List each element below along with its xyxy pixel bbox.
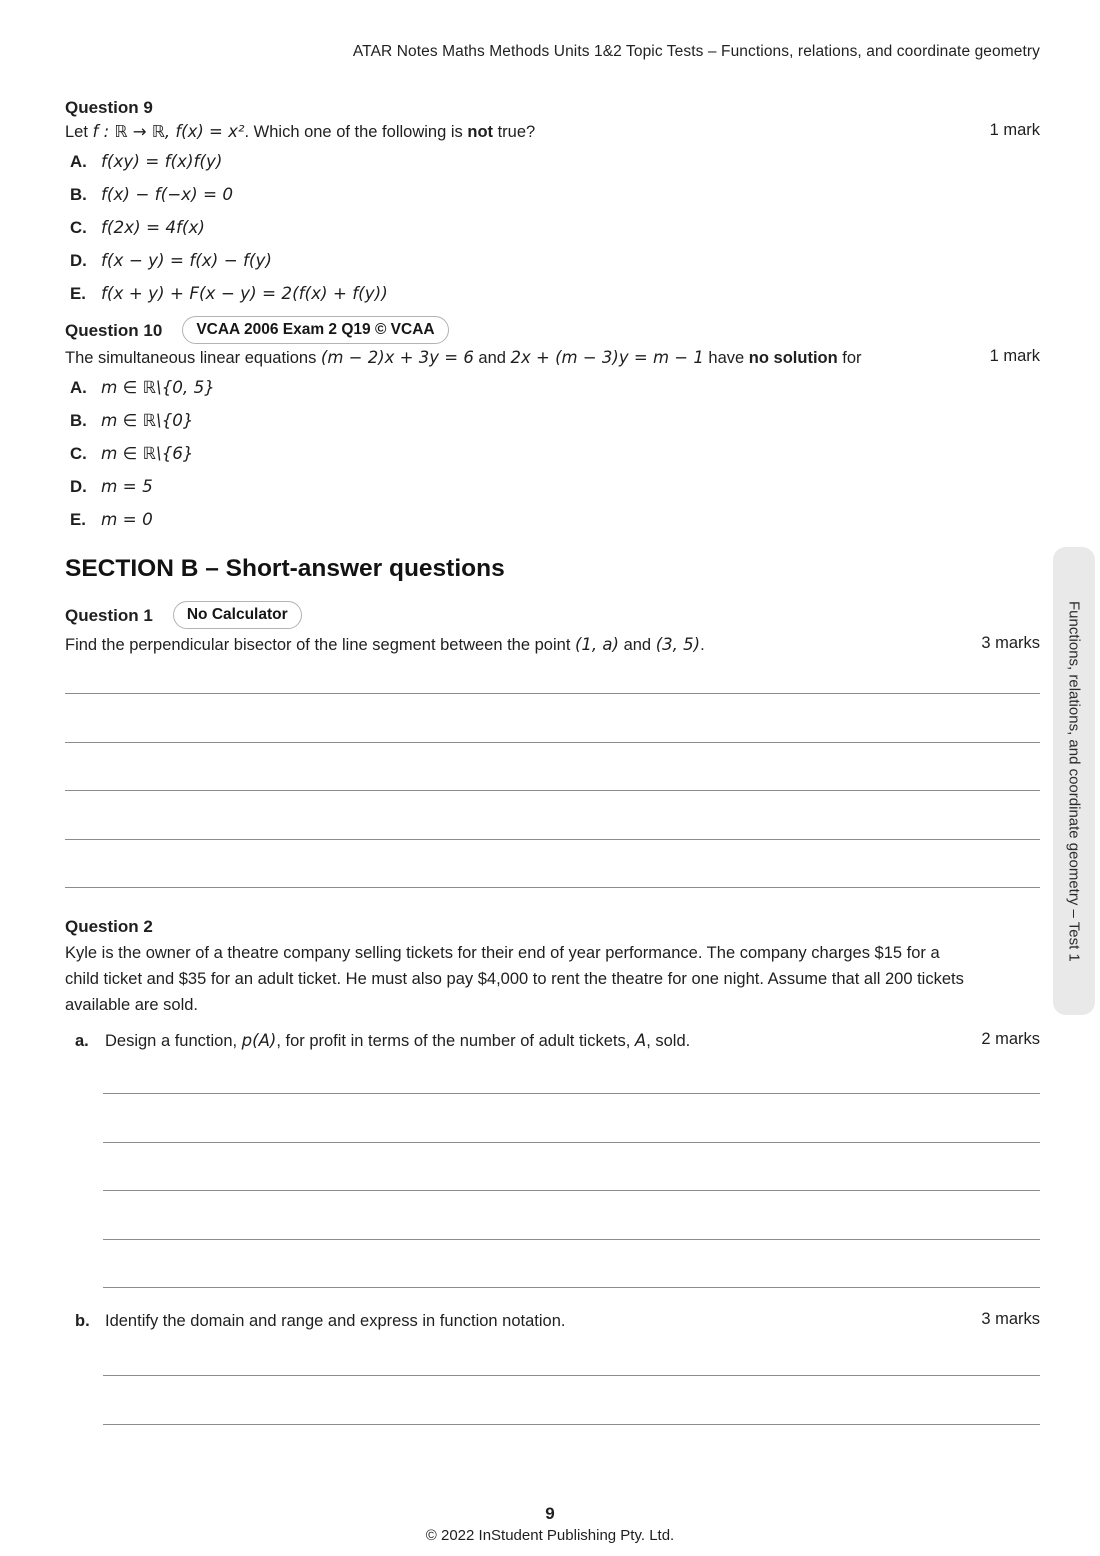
page-number: 9 (545, 1504, 555, 1523)
option-letter: C. (70, 218, 87, 237)
option-e (70, 509, 1040, 530)
question-2-body: Kyle is the owner of a theatre company selling tickets for their end of year performance. The company charges $15 for a child ticket and $35 for an adult ticket. He must also pay $4,000 to rent the theatre for one night. Assume that all 200 tickets available are sold. (65, 944, 964, 1014)
option-text: f(x − y) = f(x) − f(y) (101, 250, 272, 270)
option-text: m = 0 (101, 509, 153, 529)
page-footer (0, 1504, 1100, 1544)
page-header (65, 0, 1040, 61)
part-a-letter: a. (75, 1032, 89, 1050)
section-b-question-1 (65, 601, 1040, 888)
option-c (70, 217, 1040, 238)
part-b-text: Identify the domain and range and express in function notation. (105, 1312, 566, 1330)
answer-line (65, 694, 1040, 743)
answer-line (103, 1191, 1040, 1240)
question-10-options (70, 377, 1040, 530)
question-9-marks: 1 mark (989, 121, 1040, 139)
copyright-notice: © 2022 InStudent Publishing Pty. Ltd. (425, 1527, 675, 1544)
part-a-marks: 2 marks (981, 1030, 1040, 1048)
answer-line (103, 1052, 1040, 1094)
question-10 (65, 316, 1040, 530)
option-d (70, 476, 1040, 497)
option-letter: C. (70, 444, 87, 463)
chapter-tab-label: Functions, relations, and coordinate geometry – Test 1 (1065, 600, 1083, 962)
question-10-marks: 1 mark (989, 347, 1040, 365)
question-2-part-b (65, 1310, 1040, 1332)
option-letter: A. (70, 378, 87, 397)
answer-line (103, 1240, 1040, 1289)
answer-line (103, 1332, 1040, 1376)
answer-line (103, 1094, 1040, 1143)
option-d (70, 250, 1040, 271)
no-calculator-badge: No Calculator (173, 601, 302, 629)
option-letter: D. (70, 477, 87, 496)
part-b-marks: 3 marks (981, 1310, 1040, 1328)
option-text: f(x + y) + F(x − y) = 2(f(x) + f(y)) (101, 283, 388, 303)
question-1-answer-area (65, 656, 1040, 888)
answer-line (65, 791, 1040, 840)
question-9-label: Question 9 (65, 98, 153, 117)
option-text: m ∈ ℝ\{0} (101, 410, 194, 430)
option-letter: E. (70, 284, 86, 303)
answer-line (103, 1143, 1040, 1192)
option-text: m = 5 (101, 476, 153, 496)
answer-line (65, 840, 1040, 889)
answer-line (65, 743, 1040, 792)
option-text: m ∈ ℝ\{6} (101, 443, 194, 463)
option-text: f(x) − f(−x) = 0 (101, 184, 234, 204)
part-b-letter: b. (75, 1312, 90, 1330)
question-9 (65, 97, 1040, 304)
option-letter: E. (70, 510, 86, 529)
chapter-tab (1053, 547, 1095, 1015)
question-2-label: Question 2 (65, 917, 153, 936)
part-b-answer-area (103, 1332, 1040, 1425)
question-10-text: The simultaneous linear equations (m − 2)x + 3y = 6 and 2x + (m − 3)y = m − 1 have no solution for (65, 348, 862, 367)
option-text: m ∈ ℝ\{0, 5} (101, 377, 215, 397)
question-9-text: Let f : ℝ → ℝ, f(x) = x². Which one of the following is not true? (65, 122, 536, 141)
question-1-marks: 3 marks (981, 634, 1040, 652)
option-text: f(xy) = f(x)f(y) (101, 151, 223, 171)
question-2-part-a (65, 1030, 1040, 1052)
answer-line (65, 656, 1040, 694)
question-10-label: Question 10 (65, 320, 163, 340)
part-a-answer-area (103, 1052, 1040, 1288)
option-a (70, 151, 1040, 172)
option-letter: D. (70, 251, 87, 270)
section-b-title: SECTION B – Short-answer questions (65, 555, 505, 582)
part-a-text: Design a function, p(A), for profit in terms of the number of adult tickets, A, sold. (105, 1031, 691, 1050)
option-b (70, 410, 1040, 431)
header-title: ATAR Notes Maths Methods Units 1&2 Topic Tests – Functions, relations, and coordinate geometry (352, 43, 1040, 60)
option-letter: A. (70, 152, 87, 171)
option-letter: B. (70, 411, 87, 430)
question-9-options (70, 151, 1040, 304)
option-letter: B. (70, 185, 87, 204)
option-b (70, 184, 1040, 205)
option-e (70, 283, 1040, 304)
question-1-label: Question 1 (65, 605, 153, 625)
answer-line (103, 1376, 1040, 1425)
option-a (70, 377, 1040, 398)
option-c (70, 443, 1040, 464)
section-b-question-2 (65, 916, 1040, 1425)
option-text: f(2x) = 4f(x) (101, 217, 205, 237)
question-1-text: Find the perpendicular bisector of the line segment between the point (1, a) and (3, 5). (65, 635, 705, 654)
vcaa-source-badge: VCAA 2006 Exam 2 Q19 © VCAA (182, 316, 448, 344)
